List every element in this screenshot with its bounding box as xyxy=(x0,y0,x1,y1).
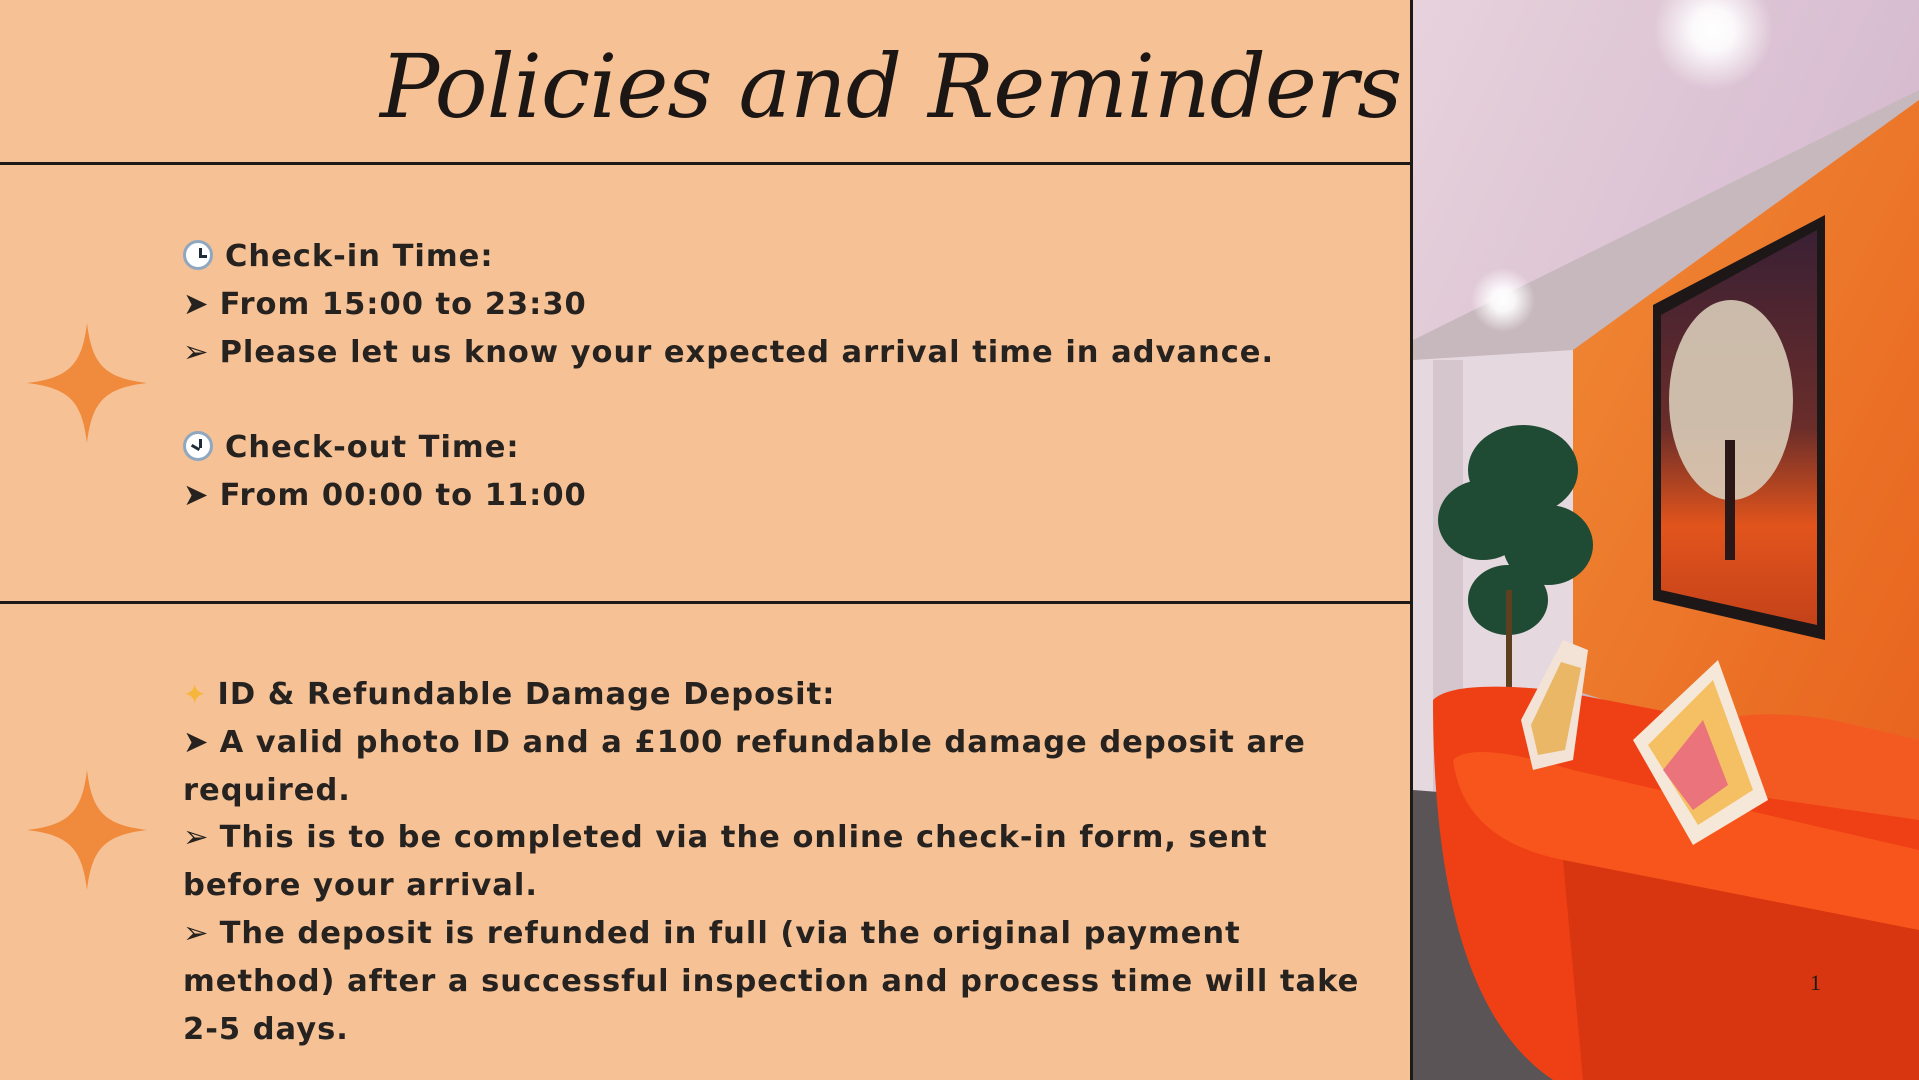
deposit-paragraph: ➢ The deposit is refunded in full (via the original payment method) after a successful inspection and process time will take 2-5 days. xyxy=(183,910,1363,1053)
arrow-icon: ➤ xyxy=(183,286,210,322)
checkout-heading-row xyxy=(183,424,1363,472)
arrow-icon: ➢ xyxy=(183,820,210,856)
checkin-line xyxy=(183,281,1363,329)
four-point-star-icon xyxy=(27,323,147,443)
checkin-line xyxy=(183,329,1363,377)
clock-icon xyxy=(183,240,213,270)
checkout-heading: Check-out Time: xyxy=(225,430,520,466)
section-divider xyxy=(0,601,1410,604)
living-room-photo xyxy=(1413,0,1919,1080)
deposit-paragraph: ➤ A valid photo ID and a £100 refundable damage deposit are required. xyxy=(183,719,1363,815)
arrow-icon: ➢ xyxy=(183,915,210,951)
checkin-note: Please let us know your expected arrival time in advance. xyxy=(219,334,1275,370)
checkout-line xyxy=(183,472,1363,520)
checkin-heading: Check-in Time: xyxy=(225,239,494,274)
deposit-section xyxy=(183,671,1363,1053)
arrow-icon: ➤ xyxy=(183,724,210,760)
deposit-heading: ID & Refundable Damage Deposit: xyxy=(217,677,836,712)
checkout-hours: From 00:00 to 11:00 xyxy=(219,477,587,513)
check-times-section xyxy=(183,233,1363,520)
arrow-icon: ➢ xyxy=(183,334,210,370)
four-point-star-icon xyxy=(27,770,147,890)
checkin-heading-row xyxy=(183,233,1363,281)
deposit-paragraph: ➢ This is to be completed via the online check-in form, sent before your arrival. xyxy=(183,814,1363,910)
title-divider xyxy=(0,162,1410,165)
page-title: Policies and Reminders xyxy=(380,35,1402,138)
checkin-hours: From 15:00 to 23:30 xyxy=(219,286,587,322)
page-number: 1 xyxy=(1810,970,1821,995)
sparkle-icon: ✦ xyxy=(183,678,208,711)
clock-icon xyxy=(183,431,213,461)
deposit-heading-row xyxy=(183,671,1363,719)
arrow-icon: ➤ xyxy=(183,477,210,513)
